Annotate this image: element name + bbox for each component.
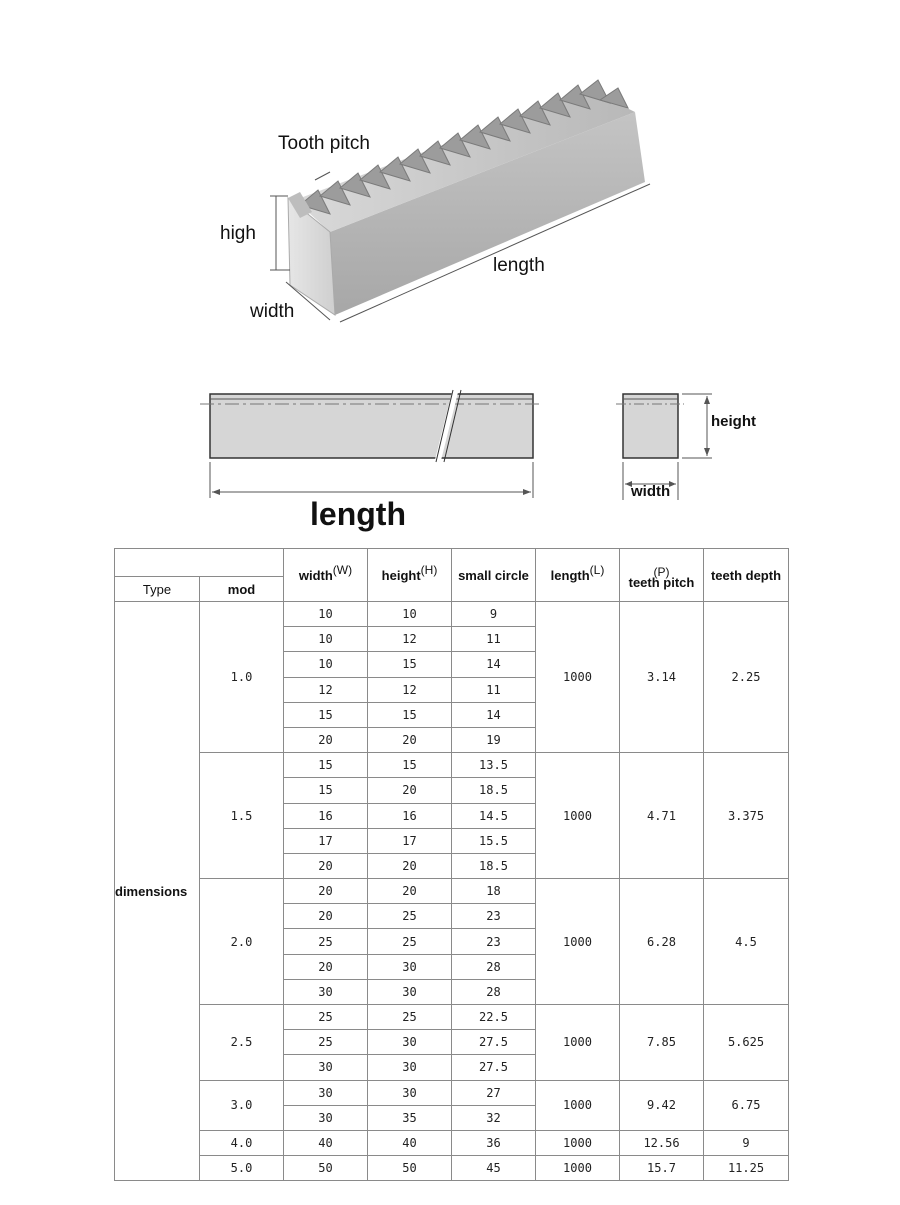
width-cell: 20: [284, 879, 368, 904]
col-header-length: length(L): [536, 549, 620, 602]
width-cell: 10: [284, 602, 368, 627]
drawing-width-label: width: [631, 483, 671, 500]
small-circle-cell: 9: [452, 602, 536, 627]
width-cell: 50: [284, 1156, 368, 1181]
width-cell: 25: [284, 1030, 368, 1055]
teeth-depth-cell: 2.25: [704, 602, 789, 753]
tooth-pitch-label: Tooth pitch: [278, 133, 370, 154]
height-cell: 30: [368, 954, 452, 979]
length-cell: 1000: [536, 1080, 620, 1130]
width-cell: 10: [284, 652, 368, 677]
height-cell: 20: [368, 727, 452, 752]
width-cell: 17: [284, 828, 368, 853]
table-row: [115, 879, 789, 904]
width-cell: 30: [284, 979, 368, 1004]
small-circle-cell: 18: [452, 879, 536, 904]
small-circle-cell: 27.5: [452, 1055, 536, 1080]
height-cell: 30: [368, 979, 452, 1004]
width-cell: 30: [284, 1105, 368, 1130]
length-cell: 1000: [536, 879, 620, 1005]
high-label: high: [220, 223, 256, 244]
teeth-pitch-cell: 3.14: [620, 602, 704, 753]
table-row: [115, 1156, 789, 1181]
height-cell: 25: [368, 929, 452, 954]
height-cell: 12: [368, 677, 452, 702]
height-cell: 50: [368, 1156, 452, 1181]
teeth-depth-cell: 4.5: [704, 879, 789, 1005]
small-circle-cell: 18.5: [452, 778, 536, 803]
spec-table: [114, 548, 789, 1181]
mod-cell: 3.0: [200, 1080, 284, 1130]
height-cell: 10: [368, 602, 452, 627]
height-cell: 30: [368, 1030, 452, 1055]
height-cell: 15: [368, 702, 452, 727]
col-header-small-circle: small circle: [452, 549, 536, 602]
height-cell: 12: [368, 627, 452, 652]
small-circle-cell: 13.5: [452, 753, 536, 778]
length-cell: 1000: [536, 1130, 620, 1155]
width-cell: 20: [284, 954, 368, 979]
small-circle-cell: 28: [452, 979, 536, 1004]
teeth-pitch-cell: 4.71: [620, 753, 704, 879]
small-circle-cell: 14.5: [452, 803, 536, 828]
width-cell: 15: [284, 702, 368, 727]
teeth-depth-cell: 6.75: [704, 1080, 789, 1130]
height-cell: 30: [368, 1055, 452, 1080]
width-cell: 15: [284, 753, 368, 778]
width-cell: 15: [284, 778, 368, 803]
drawing-height-label: height: [711, 413, 756, 430]
width-label: width: [250, 301, 295, 322]
width-cell: 12: [284, 677, 368, 702]
teeth-pitch-cell: 12.56: [620, 1130, 704, 1155]
height-cell: 20: [368, 879, 452, 904]
height-cell: 35: [368, 1105, 452, 1130]
table-row: [115, 602, 789, 627]
mod-cell: 4.0: [200, 1130, 284, 1155]
col-header-width: width(W): [284, 549, 368, 602]
small-circle-cell: 36: [452, 1130, 536, 1155]
width-cell: 10: [284, 627, 368, 652]
small-circle-cell: 15.5: [452, 828, 536, 853]
col-header-mod: mod: [200, 577, 284, 602]
small-circle-cell: 23: [452, 929, 536, 954]
teeth-depth-cell: 11.25: [704, 1156, 789, 1181]
width-cell: 25: [284, 1005, 368, 1030]
width-cell: 30: [284, 1055, 368, 1080]
height-cell: 15: [368, 652, 452, 677]
width-cell: 40: [284, 1130, 368, 1155]
teeth-depth-cell: 9: [704, 1130, 789, 1155]
col-header-teeth-pitch: (P) teeth pitch: [620, 549, 704, 602]
table-row: [115, 1130, 789, 1155]
teeth-pitch-cell: 9.42: [620, 1080, 704, 1130]
teeth-depth-cell: 3.375: [704, 753, 789, 879]
row-group-label: dimensions: [115, 602, 200, 1181]
teeth-pitch-cell: 6.28: [620, 879, 704, 1005]
height-cell: 20: [368, 853, 452, 878]
small-circle-cell: 14: [452, 652, 536, 677]
height-cell: 15: [368, 753, 452, 778]
col-header-height: height(H): [368, 549, 452, 602]
width-cell: 20: [284, 904, 368, 929]
table-row: [115, 1080, 789, 1105]
mod-cell: 2.0: [200, 879, 284, 1005]
length-cell: 1000: [536, 753, 620, 879]
mod-cell: 5.0: [200, 1156, 284, 1181]
length-cell: 1000: [536, 1156, 620, 1181]
small-circle-cell: 11: [452, 627, 536, 652]
height-cell: 20: [368, 778, 452, 803]
small-circle-cell: 32: [452, 1105, 536, 1130]
col-header-teeth-depth: teeth depth: [704, 549, 789, 602]
small-circle-cell: 19: [452, 727, 536, 752]
height-cell: 16: [368, 803, 452, 828]
height-cell: 25: [368, 1005, 452, 1030]
table-row: [115, 1005, 789, 1030]
teeth-pitch-cell: 15.7: [620, 1156, 704, 1181]
height-cell: 17: [368, 828, 452, 853]
mod-cell: 1.5: [200, 753, 284, 879]
gear-rack-photo: [0, 0, 900, 360]
small-circle-cell: 23: [452, 904, 536, 929]
height-cell: 25: [368, 904, 452, 929]
teeth-pitch-cell: 7.85: [620, 1005, 704, 1081]
col-header-type: Type: [115, 577, 200, 602]
width-cell: 30: [284, 1080, 368, 1105]
small-circle-cell: 28: [452, 954, 536, 979]
small-circle-cell: 18.5: [452, 853, 536, 878]
small-circle-cell: 14: [452, 702, 536, 727]
teeth-depth-cell: 5.625: [704, 1005, 789, 1081]
spec-table-body: [115, 602, 789, 1181]
length-label: length: [493, 255, 545, 276]
small-circle-cell: 27.5: [452, 1030, 536, 1055]
technical-drawing: [0, 370, 900, 540]
width-cell: 20: [284, 727, 368, 752]
length-cell: 1000: [536, 602, 620, 753]
table-row: [115, 753, 789, 778]
mod-cell: 1.0: [200, 602, 284, 753]
small-circle-cell: 11: [452, 677, 536, 702]
mod-cell: 2.5: [200, 1005, 284, 1081]
width-cell: 16: [284, 803, 368, 828]
length-cell: 1000: [536, 1005, 620, 1081]
small-circle-cell: 45: [452, 1156, 536, 1181]
small-circle-cell: 22.5: [452, 1005, 536, 1030]
small-circle-cell: 27: [452, 1080, 536, 1105]
height-cell: 40: [368, 1130, 452, 1155]
width-cell: 20: [284, 853, 368, 878]
drawing-length-label: length: [310, 496, 406, 532]
width-cell: 25: [284, 929, 368, 954]
header-blank: [115, 549, 284, 577]
height-cell: 30: [368, 1080, 452, 1105]
